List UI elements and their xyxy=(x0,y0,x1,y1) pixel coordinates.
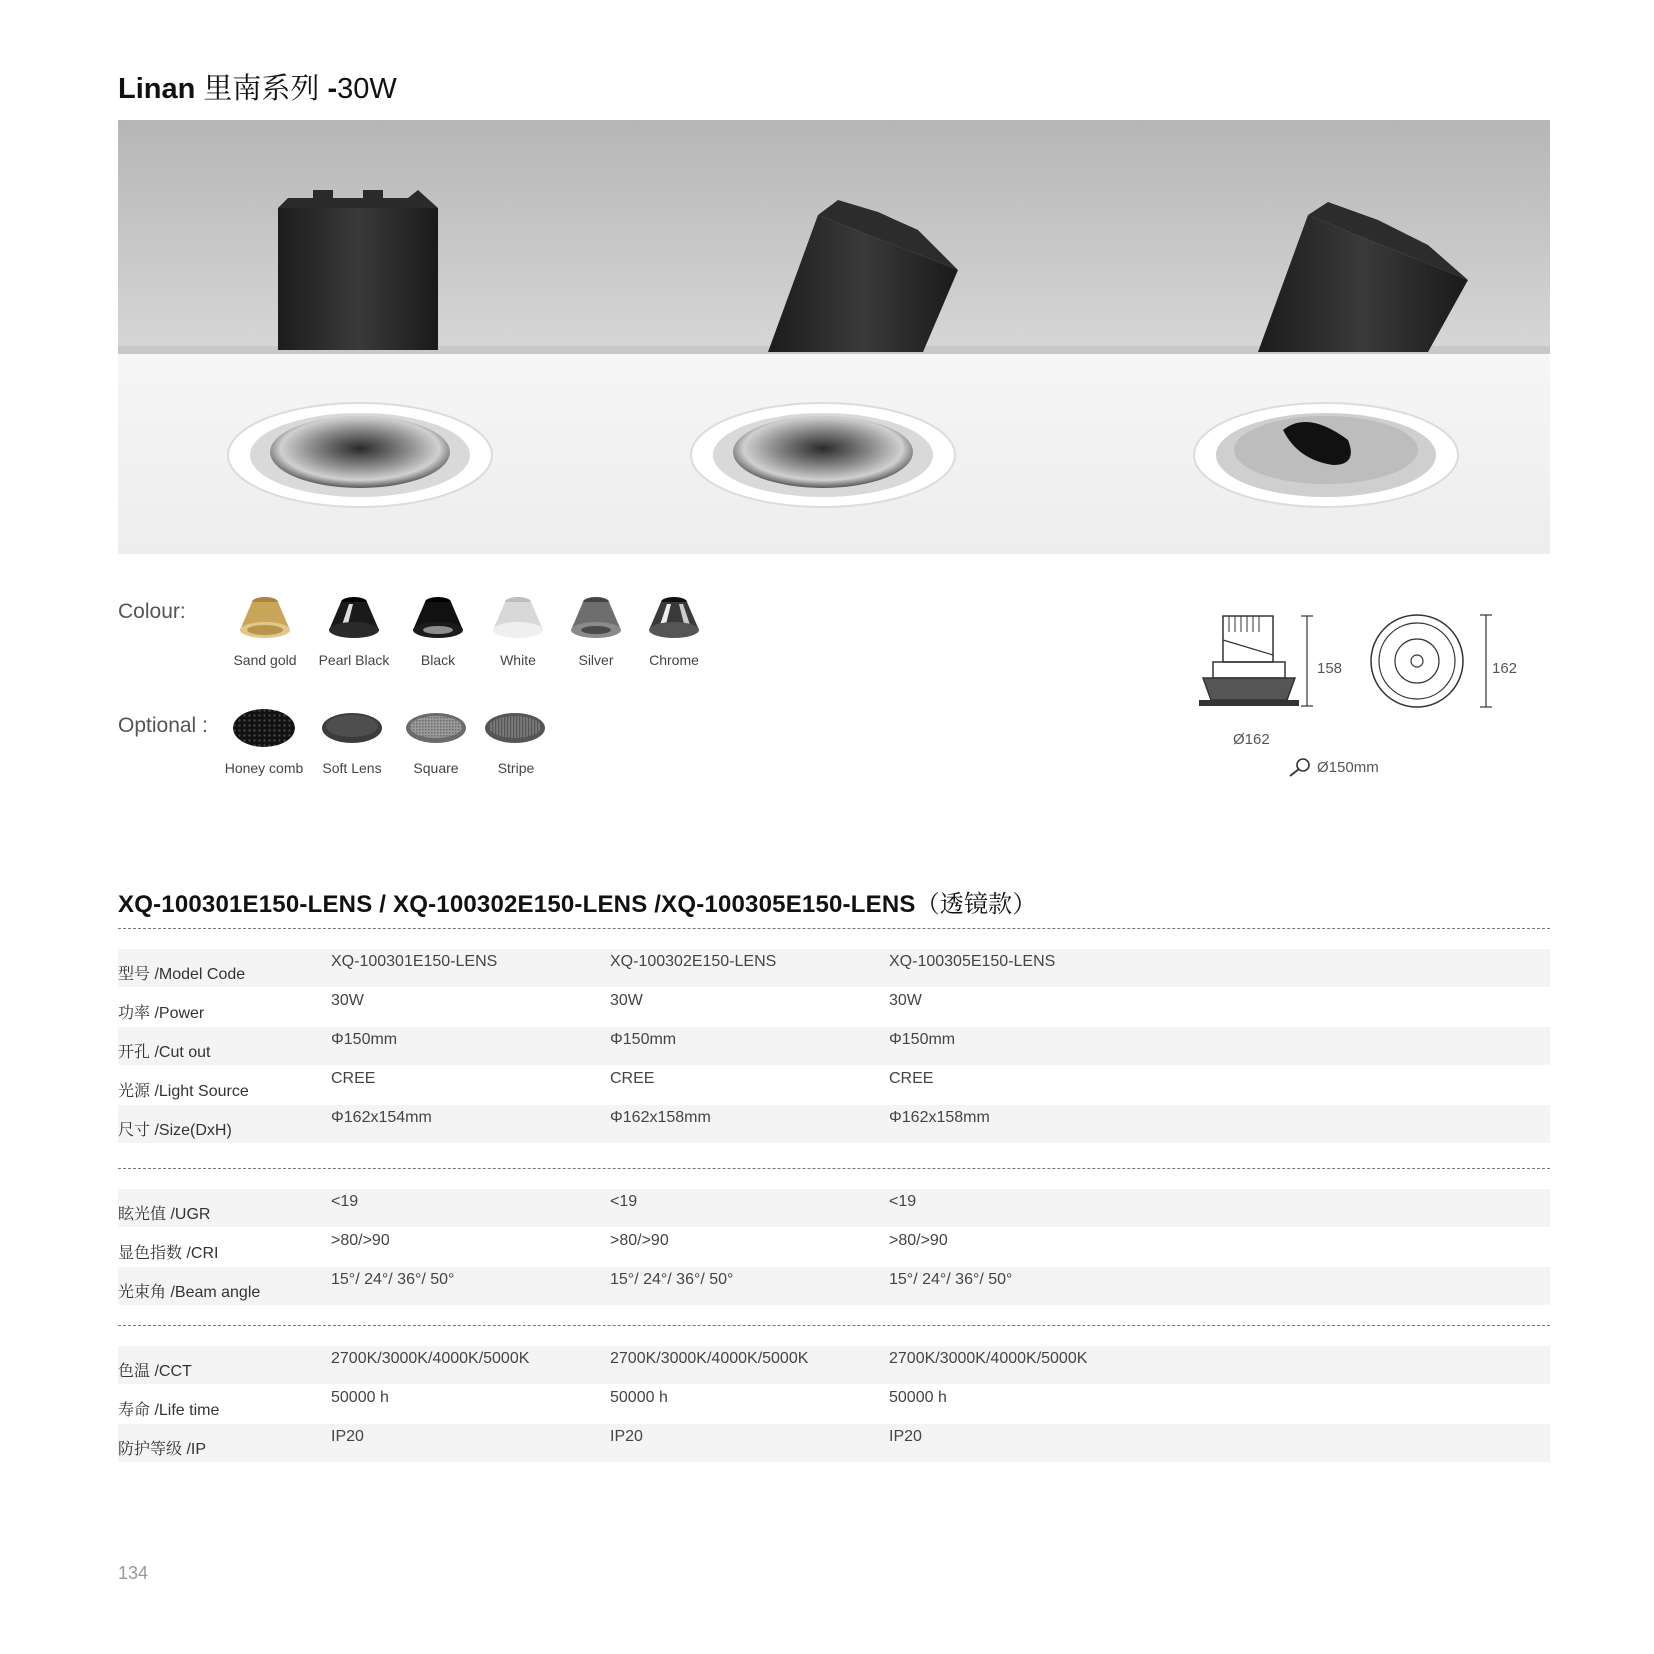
colour-name-black: Black xyxy=(420,652,456,668)
spec-label: 寿命 /Life time xyxy=(118,1402,220,1419)
spec-value: Φ162x154mm xyxy=(331,1109,432,1126)
spec-label: 功率 /Power xyxy=(118,1005,205,1022)
bottom-diameter-dimension: Ø162 xyxy=(1233,731,1270,748)
spec-value: 15°/ 24°/ 36°/ 50° xyxy=(889,1271,1013,1288)
spec-value: 15°/ 24°/ 36°/ 50° xyxy=(610,1271,734,1288)
page-number: 134 xyxy=(118,1563,149,1583)
spec-value: 30W xyxy=(610,992,643,1009)
spec-value: <19 xyxy=(610,1193,638,1210)
colour-name-chrome: Chrome xyxy=(649,652,699,668)
spec-row-light-source xyxy=(118,1066,1550,1104)
divider xyxy=(118,1168,1550,1169)
spec-label: 眩光值 /UGR xyxy=(118,1206,211,1223)
spec-value: 50000 h xyxy=(889,1389,947,1406)
spec-value: 30W xyxy=(889,992,922,1009)
colour-name-pearl-black: Pearl Black xyxy=(318,652,390,668)
spec-value: CREE xyxy=(889,1070,934,1087)
spec-value: 15°/ 24°/ 36°/ 50° xyxy=(331,1271,455,1288)
optional-name-square: Square xyxy=(413,760,459,776)
optional-name-soft-lens: Soft Lens xyxy=(322,760,382,776)
spec-value: IP20 xyxy=(889,1428,922,1445)
spec-row-cct xyxy=(118,1346,1550,1384)
spec-label: 尺寸 /Size(DxH) xyxy=(118,1122,232,1139)
spec-value: XQ-100305E150-LENS xyxy=(889,953,1056,970)
series-name: 里南系列 xyxy=(203,73,320,105)
spec-row-beam-angle xyxy=(118,1267,1550,1305)
spec-row-ugr xyxy=(118,1189,1550,1227)
lens-version-note: （透镜款） xyxy=(915,891,1037,918)
divider xyxy=(118,1325,1550,1326)
spec-value: >80/>90 xyxy=(889,1232,948,1249)
spec-value: 50000 h xyxy=(610,1389,668,1406)
optional-label: Optional : xyxy=(118,714,208,737)
cutout-dimension: Ø150mm xyxy=(1317,759,1379,776)
spec-label: 型号 /Model Code xyxy=(118,966,246,983)
square-lens-icon[interactable] xyxy=(404,708,468,748)
spec-value: Φ150mm xyxy=(889,1031,956,1048)
spec-label: 色温 /CCT xyxy=(118,1363,192,1380)
optional-name-stripe: Stripe xyxy=(497,760,535,776)
spec-label: 显色指数 /CRI xyxy=(118,1245,219,1262)
spec-row-size xyxy=(118,1105,1550,1143)
spec-value: XQ-100301E150-LENS xyxy=(331,953,498,970)
spec-label: 防护等级 /IP xyxy=(118,1441,207,1458)
colour-name-silver: Silver xyxy=(578,652,614,668)
spec-value: <19 xyxy=(331,1193,359,1210)
spec-value: >80/>90 xyxy=(610,1232,669,1249)
spec-value: Φ150mm xyxy=(610,1031,677,1048)
spec-row-power xyxy=(118,988,1550,1026)
outer-diameter-dimension: 162 xyxy=(1492,660,1518,677)
reflector-black-icon[interactable] xyxy=(411,594,465,640)
spec-value: 2700K/3000K/4000K/5000K xyxy=(889,1350,1088,1367)
honeycomb-louver-icon[interactable] xyxy=(232,708,296,748)
spec-value: 2700K/3000K/4000K/5000K xyxy=(610,1350,809,1367)
brand-name: Linan xyxy=(118,73,196,105)
stripe-lens-icon[interactable] xyxy=(483,708,547,748)
spec-value: 50000 h xyxy=(331,1389,389,1406)
specs-title xyxy=(118,884,1037,919)
colour-name-white: White xyxy=(500,652,536,668)
spec-value: <19 xyxy=(889,1193,917,1210)
spec-value: XQ-100302E150-LENS xyxy=(610,953,777,970)
height-dimension: 158 xyxy=(1317,660,1343,677)
page-title xyxy=(118,66,397,107)
spec-value: CREE xyxy=(610,1070,655,1087)
spec-value: IP20 xyxy=(331,1428,364,1445)
spec-value: >80/>90 xyxy=(331,1232,390,1249)
reflector-silver-icon[interactable] xyxy=(569,594,623,640)
colour-name-sand-gold: Sand gold xyxy=(233,652,297,668)
reflector-chrome-icon[interactable] xyxy=(647,594,701,640)
title-separator: - xyxy=(319,73,338,105)
spec-value: 30W xyxy=(331,992,364,1009)
reflector-pearl-black-icon[interactable] xyxy=(327,594,381,640)
spec-label: 光源 /Light Source xyxy=(118,1083,249,1100)
optional-name-honeycomb: Honey comb xyxy=(224,760,304,776)
spec-row-life-time xyxy=(118,1385,1550,1423)
spec-value: 2700K/3000K/4000K/5000K xyxy=(331,1350,530,1367)
spec-row-model-code xyxy=(118,949,1550,987)
spec-value: CREE xyxy=(331,1070,376,1087)
spec-label: 光束角 /Beam angle xyxy=(118,1284,261,1301)
colour-label: Colour: xyxy=(118,600,186,623)
cutout-tool-icon xyxy=(1288,757,1312,777)
title-power: 30W xyxy=(337,73,397,105)
spec-value: Φ162x158mm xyxy=(889,1109,990,1126)
reflector-white-icon[interactable] xyxy=(491,594,545,640)
spec-value: Φ150mm xyxy=(331,1031,398,1048)
soft-lens-icon[interactable] xyxy=(320,708,384,748)
top-view-drawing-icon xyxy=(1360,608,1500,718)
model-codes-heading: XQ-100301E150-LENS / XQ-100302E150-LENS /XQ-100305E150-LENS xyxy=(118,891,916,918)
divider xyxy=(118,928,1550,929)
spec-value: Φ162x158mm xyxy=(610,1109,711,1126)
side-view-drawing-icon xyxy=(1195,610,1335,720)
spec-value: IP20 xyxy=(610,1428,643,1445)
reflector-sand-gold-icon[interactable] xyxy=(238,594,292,640)
product-hero-image xyxy=(118,120,1550,554)
spec-row-cut-out xyxy=(118,1027,1550,1065)
spec-label: 开孔 /Cut out xyxy=(118,1044,211,1061)
spec-row-cri xyxy=(118,1228,1550,1266)
spec-row-ip xyxy=(118,1424,1550,1462)
